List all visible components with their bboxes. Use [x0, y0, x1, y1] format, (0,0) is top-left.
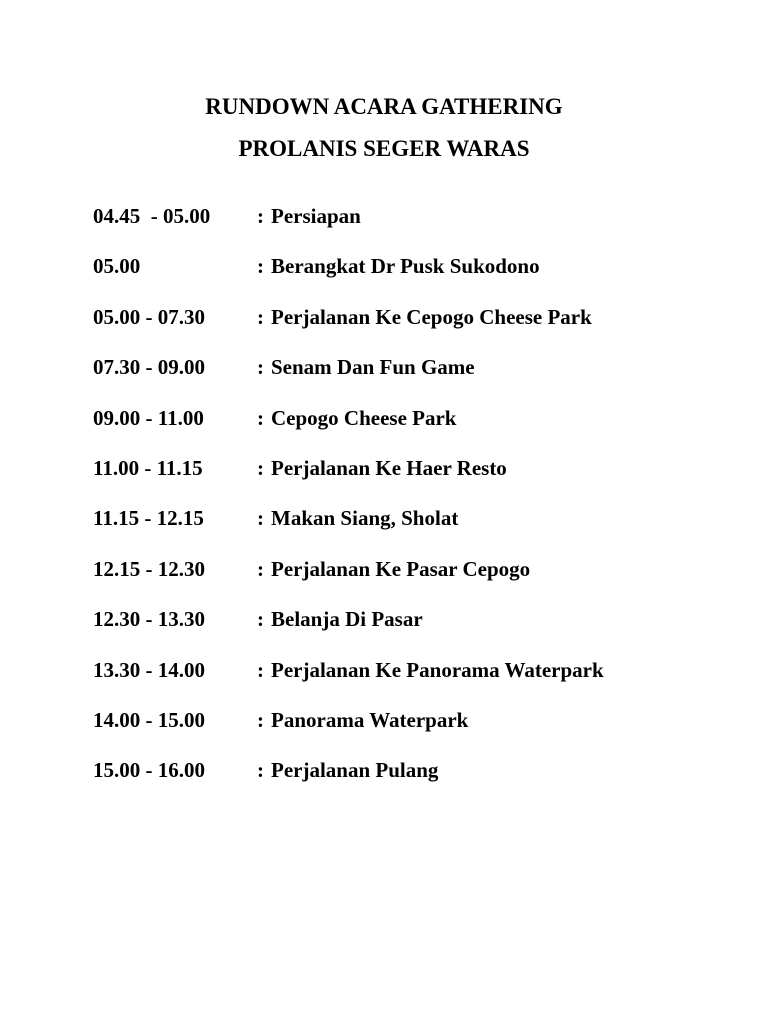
schedule-row	[93, 758, 733, 808]
schedule-separator: :	[257, 254, 264, 279]
schedule-row	[93, 254, 733, 304]
schedule-time: 04.45 - 05.00	[93, 204, 211, 228]
schedule-time: 05.00	[93, 254, 141, 279]
schedule-activity: Berangkat Dr Pusk Sukodono	[271, 254, 540, 279]
schedule-time: 05.00 - 07.30	[93, 304, 205, 329]
schedule-activity: Perjalanan Ke Pasar Cepogo	[271, 556, 531, 581]
schedule-time: 14.00 - 15.00	[93, 707, 205, 732]
schedule-separator: :	[257, 657, 264, 682]
schedule-time: 07.30 - 09.00	[93, 355, 205, 380]
schedule-activity: Panorama Waterpark	[271, 707, 469, 732]
schedule-row	[93, 305, 733, 355]
schedule-row	[93, 406, 733, 456]
schedule-time: 15.00 - 16.00	[93, 758, 205, 783]
schedule-activity: Cepogo Cheese Park	[271, 405, 457, 430]
schedule-activity: Senam Dan Fun Game	[271, 355, 475, 380]
schedule-row	[93, 506, 733, 556]
schedule-list	[93, 204, 733, 809]
title-block	[0, 86, 768, 170]
schedule-activity: Perjalanan Pulang	[271, 758, 439, 783]
schedule-activity: Perjalanan Ke Panorama Waterpark	[271, 657, 604, 682]
schedule-separator: :	[257, 607, 264, 632]
schedule-time: 13.30 - 14.00	[93, 657, 205, 682]
schedule-activity: Belanja Di Pasar	[271, 607, 423, 632]
schedule-separator: :	[257, 556, 264, 581]
schedule-activity: Makan Siang, Sholat	[271, 506, 459, 531]
schedule-time: 12.15 - 12.30	[93, 556, 205, 581]
schedule-row	[93, 557, 733, 607]
schedule-row	[93, 708, 733, 758]
schedule-separator: :	[257, 204, 264, 228]
schedule-row	[93, 456, 733, 506]
schedule-activity: Persiapan	[271, 204, 361, 228]
schedule-separator: :	[257, 355, 264, 380]
document-title: RUNDOWN ACARA GATHERING	[205, 94, 563, 119]
schedule-separator: :	[257, 304, 264, 329]
schedule-row	[93, 607, 733, 657]
schedule-separator: :	[257, 506, 264, 531]
schedule-row	[93, 658, 733, 708]
schedule-time: 09.00 - 11.00	[93, 405, 204, 430]
schedule-time: 11.15 - 12.15	[93, 506, 204, 531]
schedule-separator: :	[257, 455, 264, 480]
schedule-separator: :	[257, 707, 264, 732]
schedule-row	[93, 355, 733, 405]
schedule-separator: :	[257, 758, 264, 783]
document-subtitle: PROLANIS SEGER WARAS	[238, 136, 530, 161]
schedule-activity: Perjalanan Ke Cepogo Cheese Park	[271, 304, 592, 329]
schedule-activity: Perjalanan Ke Haer Resto	[271, 455, 507, 480]
schedule-time: 11.00 - 11.15	[93, 455, 203, 480]
schedule-time: 12.30 - 13.30	[93, 607, 205, 632]
schedule-row	[93, 204, 733, 254]
schedule-separator: :	[257, 405, 264, 430]
